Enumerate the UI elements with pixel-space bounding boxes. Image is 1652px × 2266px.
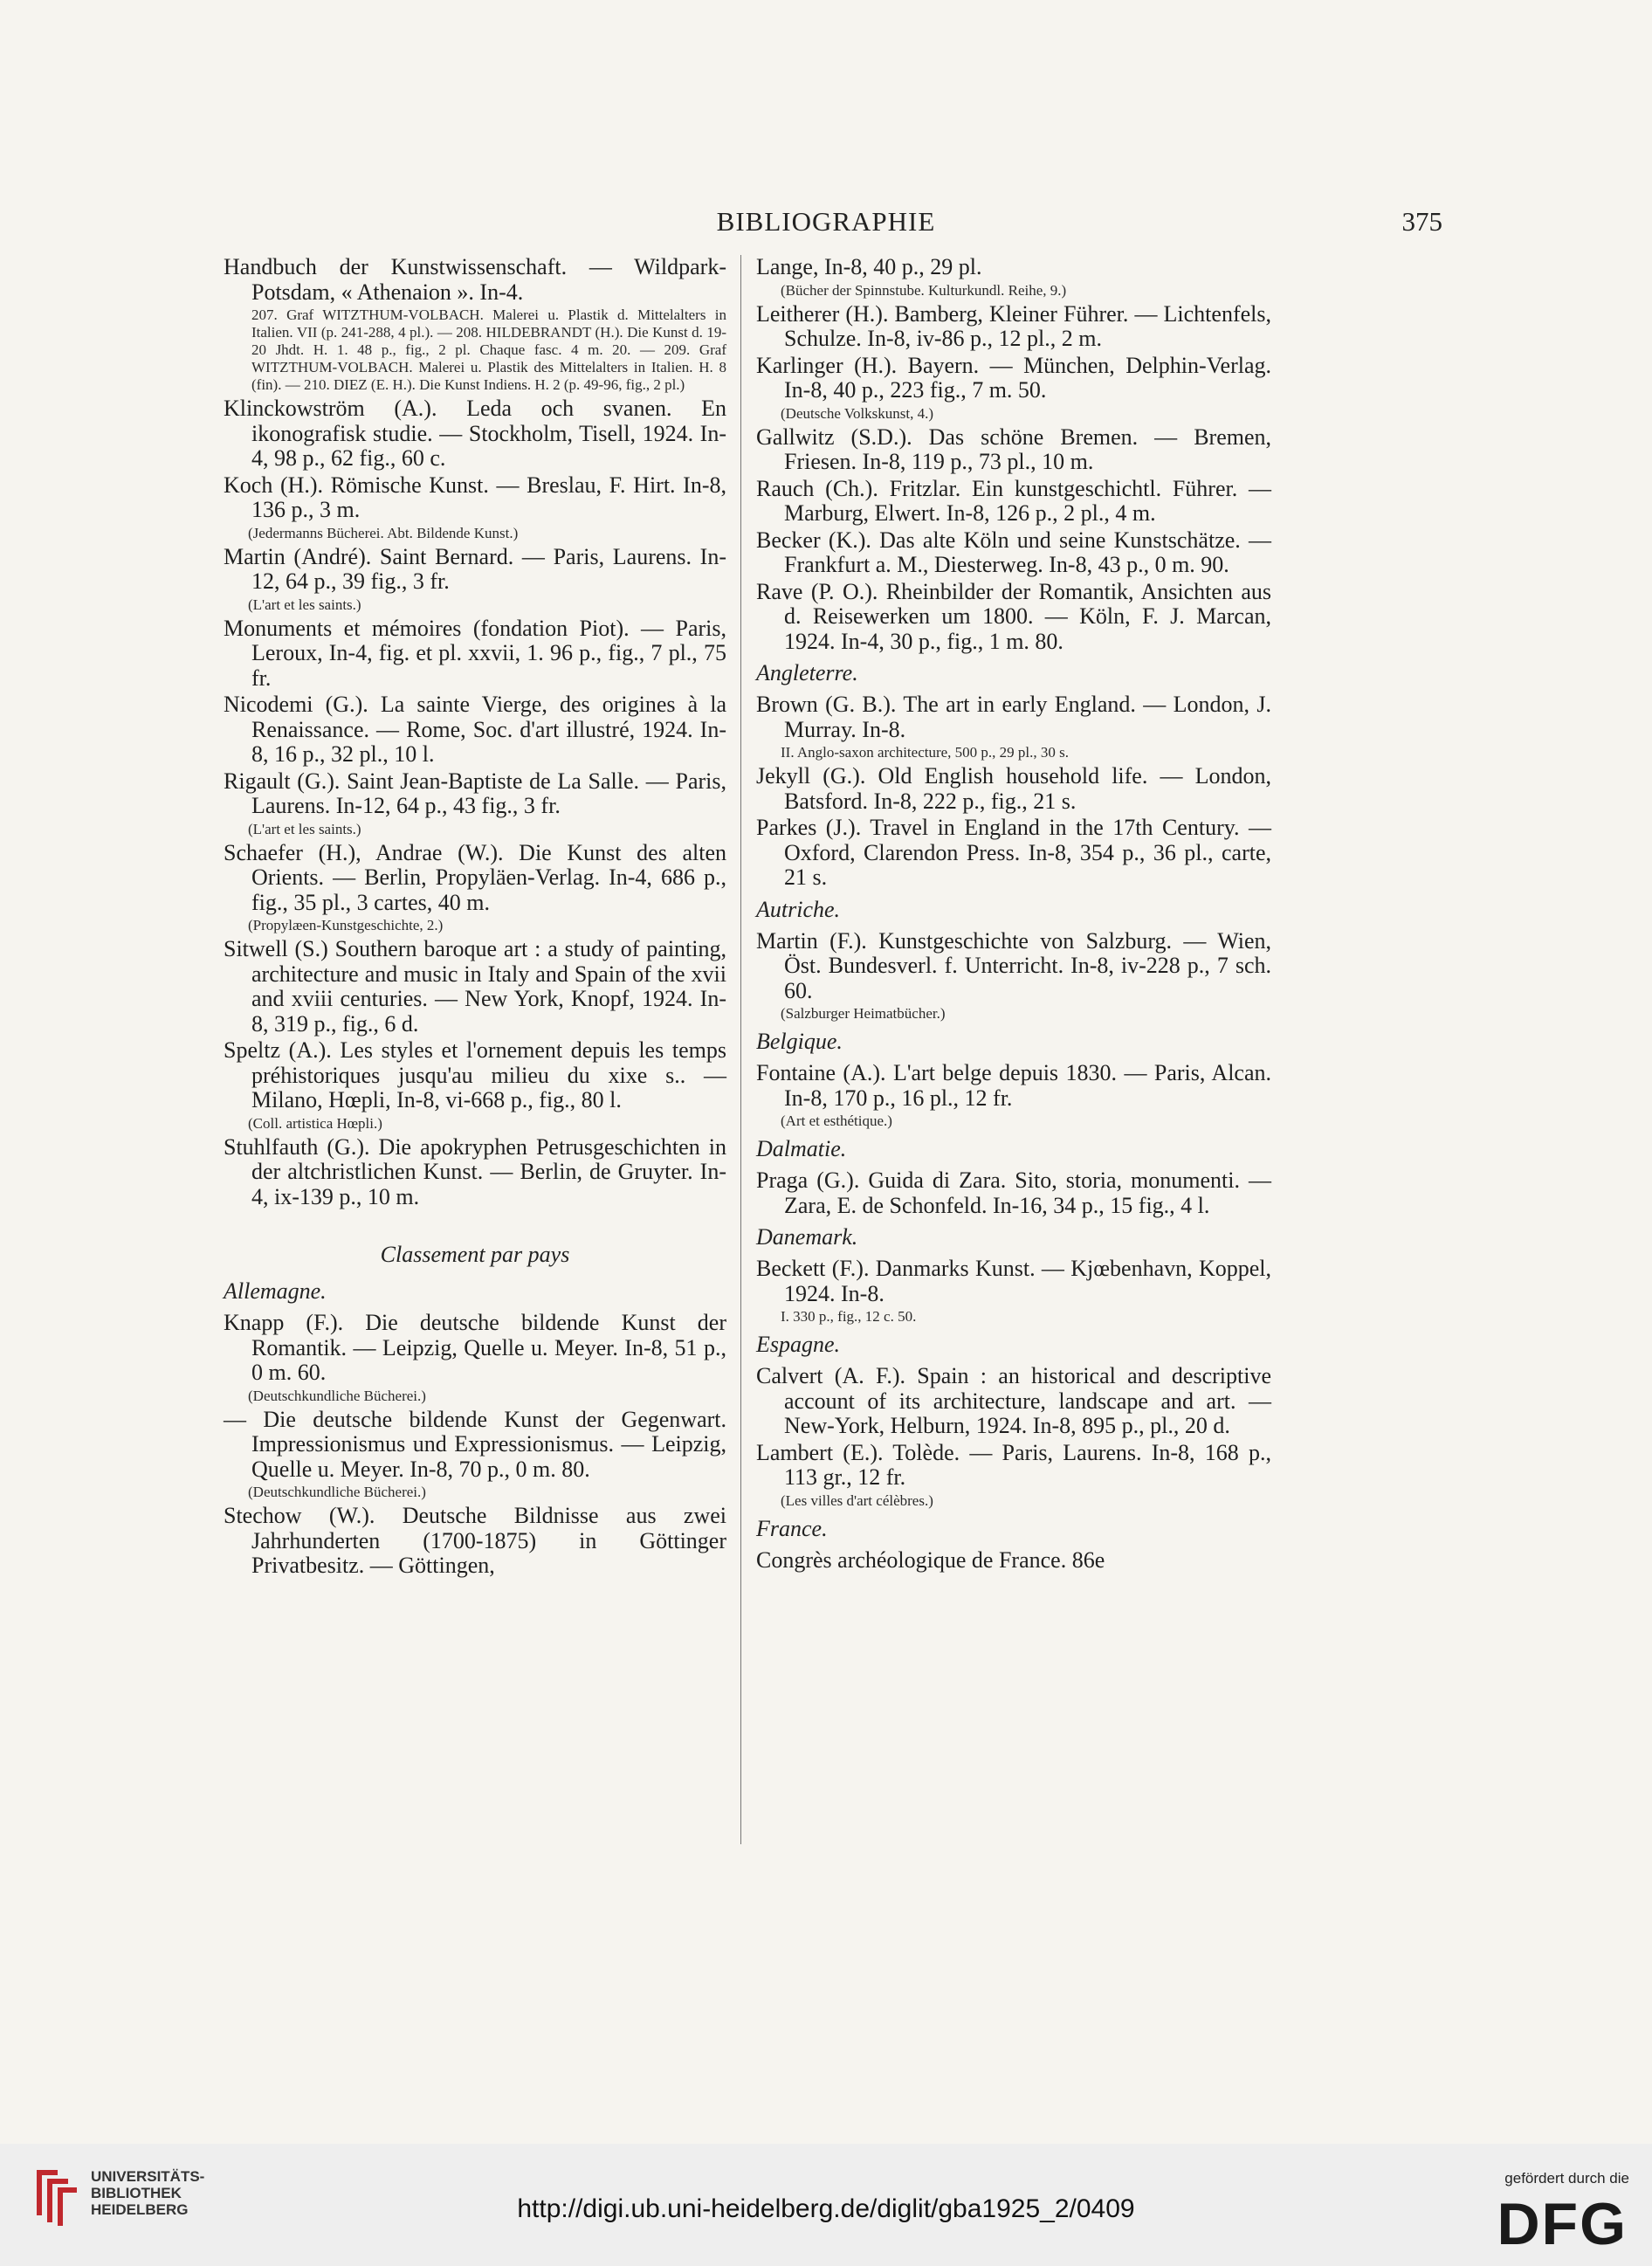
bib-entry: Martin (F.). Kunstgeschichte von Salzburg. — Wien, Öst. Bundesverl. f. Unterricht. In-8, iv-228 p., 7 sch. 60. [756, 927, 1271, 1003]
bib-entry: Rave (P. O.). Rheinbilder der Romantik, Ansichten aus d. Reisewerken um 1800. — Köln, F. J. Marcan, 1924. In-4, 30 p., fig., 1 m. 80. [756, 578, 1271, 654]
bib-entry: Martin (André). Saint Bernard. — Paris, Laurens. In-12, 64 p., 39 fig., 3 fr. [224, 543, 726, 594]
bib-entry: — Die deutsche bildende Kunst der Gegenwart. Impressionismus und Expressionismus. — Leipzig, Quelle u. Meyer. In-8, 70 p., 0 m. 80. [224, 1406, 726, 1482]
footer-bar [0, 2144, 1652, 2266]
bib-entry: Congrès archéologique de France. 86e [756, 1546, 1105, 1573]
dfg-logo: DFG [1497, 2191, 1628, 2257]
bib-country: Belgique. [756, 1029, 843, 1054]
bib-note: I. 330 p., fig., 12 c. 50. [781, 1308, 917, 1325]
bib-note: (Les villes d'art célèbres.) [781, 1491, 933, 1509]
bib-note: II. Anglo-saxon architecture, 500 p., 29 pl., 30 s. [781, 744, 1070, 761]
bib-entry: Koch (H.). Römische Kunst. — Breslau, F. Hirt. In-8, 136 p., 3 m. [224, 472, 726, 522]
bib-entry: Lange, In-8, 40 p., 29 pl. [756, 254, 982, 279]
bib-entry: Handbuch der Kunstwissenschaft. — Wildpark-Potsdam, « Athenaion ». In-4. [224, 254, 726, 305]
bib-section: Classement par pays [380, 1242, 570, 1267]
library-name: UNIVERSITÄTS- BIBLIOTHEK HEIDELBERG [91, 2168, 205, 2218]
bib-entry: Monuments et mémoires (fondation Piot). — Paris, Leroux, In-4, fig. et pl. xxvii, 1. 96 p., fig., 7 pl., 75 fr. [224, 615, 726, 691]
bib-note: (Deutschkundliche Bücherei.) [248, 1387, 426, 1404]
column-divider [740, 255, 741, 1844]
page-number: 375 [1401, 206, 1442, 237]
bib-entry: Calvert (A. F.). Spain : an historical and descriptive account of its architecture, landscape and art. — New-York, Helburn, 1924. In-8, 895 p., pl., 20 d. [756, 1363, 1271, 1438]
permalink-url[interactable]: http://digi.ub.uni-heidelberg.de/diglit/gba1925_2/0409 [517, 2194, 1135, 2223]
bib-entry: Fontaine (A.). L'art belge depuis 1830. — Paris, Alcan. In-8, 170 p., 16 pl., 12 fr. [756, 1060, 1271, 1111]
bib-note: (L'art et les saints.) [248, 596, 361, 613]
bib-entry: Lambert (E.). Tolède. — Paris, Laurens. In-8, 168 p., 113 gr., 12 fr. [756, 1439, 1271, 1490]
bib-entry: Stuhlfauth (G.). Die apokryphen Petrusgeschichten in der altchristlichen Kunst. — Berlin, de Gruyter. In-4, ix-139 p., 10 m. [224, 1133, 726, 1209]
bib-note: (Coll. artistica Hœpli.) [248, 1114, 382, 1132]
running-header [210, 206, 1442, 241]
bib-entry: Becker (K.). Das alte Köln und seine Kunstschätze. — Frankfurt a. M., Diesterweg. In-8, 43 p., 0 m. 90. [756, 527, 1271, 577]
bib-entry: Knapp (F.). Die deutsche bildende Kunst der Romantik. — Leipzig, Quelle u. Meyer. In-8, 51 p., 0 m. 60. [224, 1310, 726, 1385]
bib-entry: Parkes (J.). Travel in England in the 17th Century. — Oxford, Clarendon Press. In-8, 354 p., 36 pl., carte, 21 s. [756, 815, 1271, 890]
bib-entry: Sitwell (S.) Southern baroque art : a study of painting, architecture and music in Italy and Spain of the xvii and xviii centuries. — New York, Knopf, 1924. In-8, 319 p., fig., 6 d. [224, 936, 726, 1037]
bib-entry: Schaefer (H.), Andrae (W.). Die Kunst des alten Orients. — Berlin, Propyläen-Verlag. In-4, 686 p., fig., 35 pl., 3 cartes, 40 m. [224, 839, 726, 915]
left-column [224, 255, 726, 1581]
bib-entry: Nicodemi (G.). La sainte Vierge, des origines à la Renaissance. — Rome, Soc. d'art illustré, 1924. In-8, 16 p., 32 pl., 10 l. [224, 692, 726, 767]
bib-country: Allemagne. [224, 1278, 327, 1304]
running-title: BIBLIOGRAPHIE [716, 206, 936, 237]
bib-note: (Art et esthétique.) [781, 1112, 892, 1129]
bib-country: Angleterre. [756, 660, 858, 685]
bib-note: (Bücher der Spinnstube. Kulturkundl. Reihe, 9.) [781, 281, 1067, 299]
bib-country: Dalmatie. [756, 1136, 847, 1161]
bib-entry: Jekyll (G.). Old English household life. — London, Batsford. In-8, 222 p., fig., 21 s. [756, 763, 1271, 814]
bib-note: (Propylæen-Kunstgeschichte, 2.) [248, 917, 444, 933]
bib-note: (Deutsche Volkskunst, 4.) [781, 404, 934, 422]
bib-entry: Beckett (F.). Danmarks Kunst. — Kjœbenhavn, Koppel, 1924. In-8. [756, 1256, 1271, 1306]
bib-note: (Jedermanns Bücherei. Abt. Bildende Kunst.) [248, 524, 519, 541]
bib-entry: Leitherer (H.). Bamberg, Kleiner Führer. — Lichtenfels, Schulze. In-8, iv-86 p., 12 pl., 2 m. [756, 300, 1271, 351]
bib-entry: Karlinger (H.). Bayern. — München, Delphin-Verlag. In-8, 40 p., 223 fig., 7 m. 50. [756, 352, 1271, 403]
bib-note: 207. Graf WITZTHUM-VOLBACH. Malerei u. Plastik d. Mittelalters in Italien. VII (p. 241-288, 4 pl.). — 208. HILDEBRANDT (H.). Die Kunst d. 19-20 Jhdt. H. 1. 48 p., fig., 2 pl. Chaque fasc. 4 m. 20. — 209. Graf WITZTHUM-VOLBACH. Malerei u. Plastik des Mittelalters in Italien. H. 8 (fin). — 210. DIEZ (E. H.). Die Kunst Indiens. H. 2 (p. 49-96, fig., 2 pl.) [251, 306, 726, 393]
bib-country: France. [756, 1515, 828, 1541]
bib-entry: Gallwitz (S.D.). Das schöne Bremen. — Bremen, Friesen. In-8, 119 p., 73 pl., 10 m. [756, 424, 1271, 474]
right-column [756, 255, 1271, 1574]
bib-country: Autriche. [756, 896, 841, 922]
bib-entry: Praga (G.). Guida di Zara. Sito, storia, monumenti. — Zara, E. de Schonfeld. In-16, 34 p., 15 fig., 4 l. [756, 1167, 1271, 1218]
bib-note: (Salzburger Heimatbücher.) [781, 1005, 946, 1022]
bib-entry: Klinckowström (A.). Leda och svanen. En ikonografisk studie. — Stockholm, Tisell, 1924. In-4, 98 p., 62 fig., 60 c. [224, 396, 726, 471]
bib-entry: Rigault (G.). Saint Jean-Baptiste de La Salle. — Paris, Laurens. In-12, 64 p., 43 fig., 3 fr. [224, 768, 726, 818]
bib-entry: Rauch (Ch.). Fritzlar. Ein kunstgeschichtl. Führer. — Marburg, Elwert. In-8, 126 p., 2 pl., 4 m. [756, 475, 1271, 526]
bib-country: Danemark. [756, 1224, 858, 1250]
bib-entry: Brown (G. B.). The art in early England. — London, J. Murray. In-8. [756, 692, 1271, 742]
funding-note: gefördert durch die [1504, 2170, 1629, 2187]
bib-entry: Speltz (A.). Les styles et l'ornement depuis les temps préhistoriques jusqu'au milieu du xixe s.. — Milano, Hœpli, In-8, vi-668 p., fig., 80 l. [224, 1037, 726, 1112]
bib-note: (L'art et les saints.) [248, 820, 361, 837]
bib-country: Espagne. [756, 1332, 841, 1357]
bib-entry: Stechow (W.). Deutsche Bildnisse aus zwei Jahrhunderten (1700-1875) in Göttinger Privatbesitz. — Göttingen, [224, 1503, 726, 1578]
bib-note: (Deutschkundliche Bücherei.) [248, 1484, 426, 1500]
